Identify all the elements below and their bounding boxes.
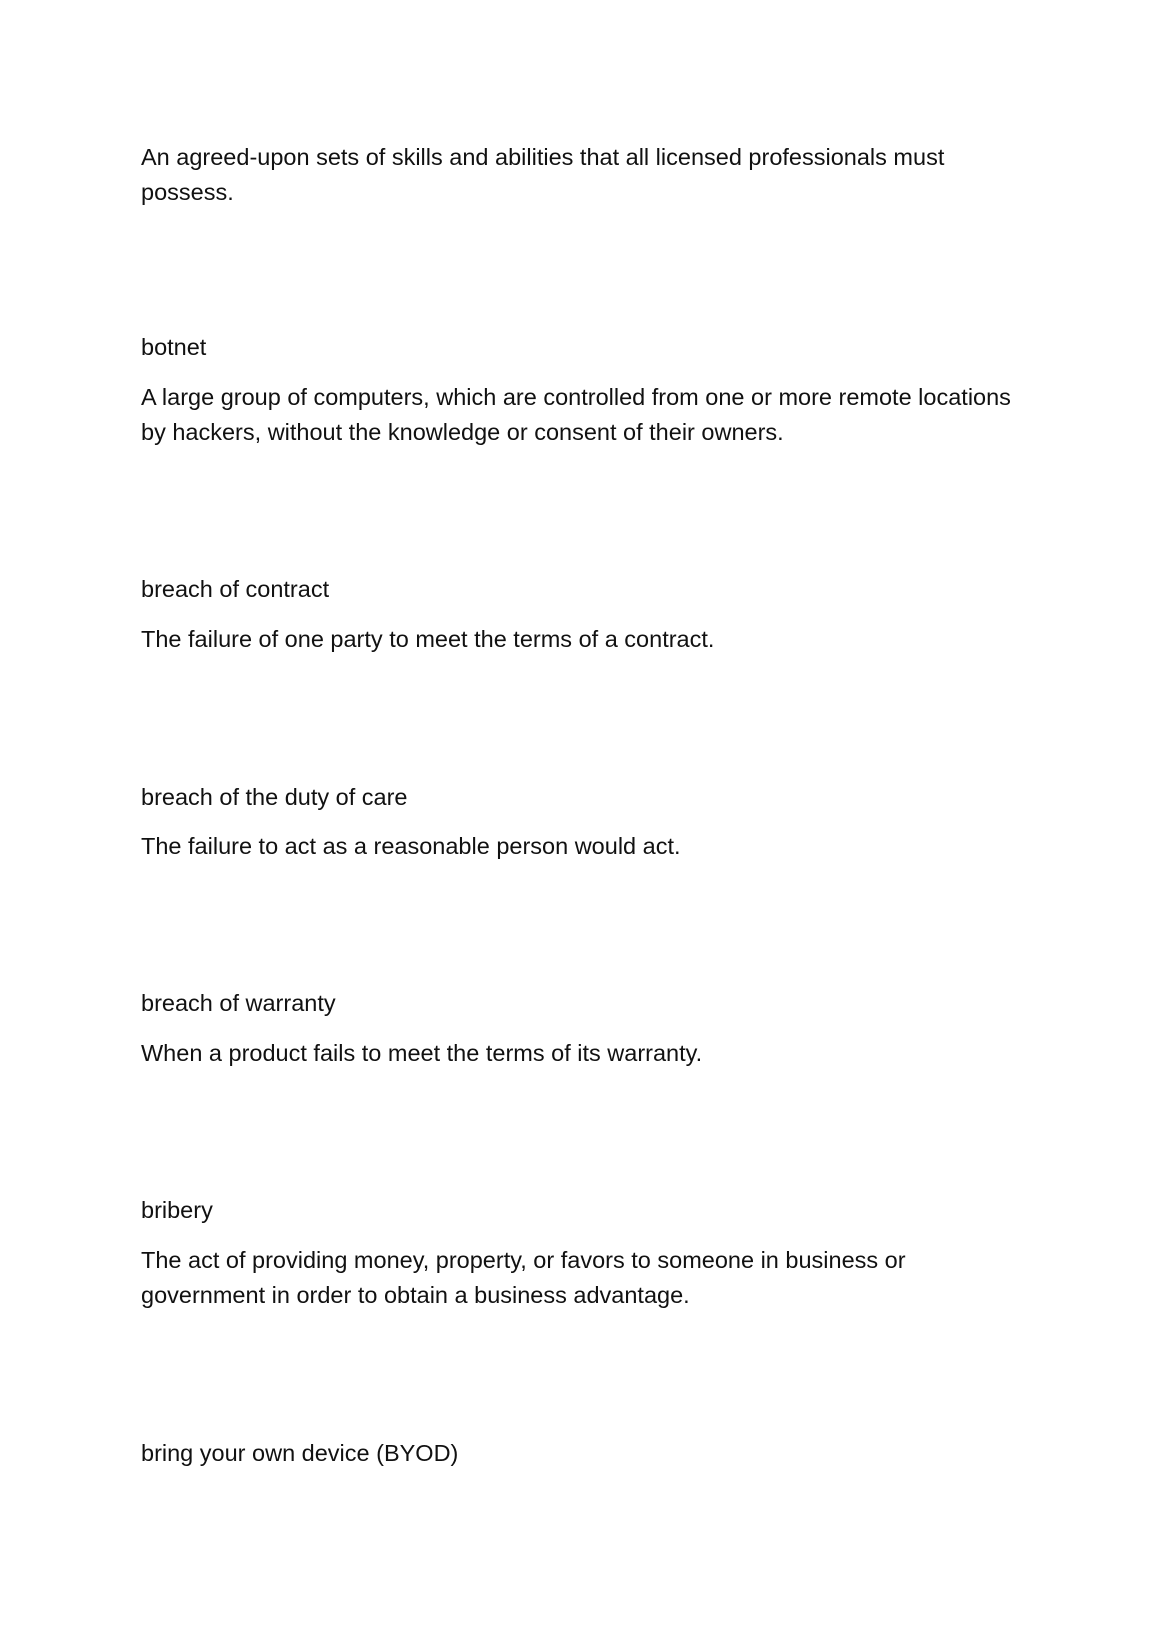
definition-bribery: The act of providing money, property, or favors to someone in business or government in order to obtain a business advantage. bbox=[141, 1247, 906, 1308]
term-breach-of-warranty: breach of warranty bbox=[141, 990, 336, 1016]
definition-breach-of-duty-of-care: The failure to act as a reasonable person would act. bbox=[141, 833, 681, 859]
term-byod: bring your own device (BYOD) bbox=[141, 1440, 459, 1466]
term-breach-of-contract: breach of contract bbox=[141, 576, 330, 602]
term-botnet: botnet bbox=[141, 334, 207, 360]
definition-text: An agreed-upon sets of skills and abilities that all licensed professionals must possess. bbox=[141, 144, 945, 205]
definition-breach-of-warranty: When a product fails to meet the terms of its warranty. bbox=[141, 1040, 703, 1066]
term-breach-of-duty-of-care: breach of the duty of care bbox=[141, 784, 408, 810]
definition-botnet: A large group of computers, which are controlled from one or more remote locations by hackers, without the knowledge or consent of their owners. bbox=[141, 384, 1011, 445]
definition-breach-of-contract: The failure of one party to meet the terms of a contract. bbox=[141, 626, 715, 652]
term-bribery: bribery bbox=[141, 1197, 213, 1223]
